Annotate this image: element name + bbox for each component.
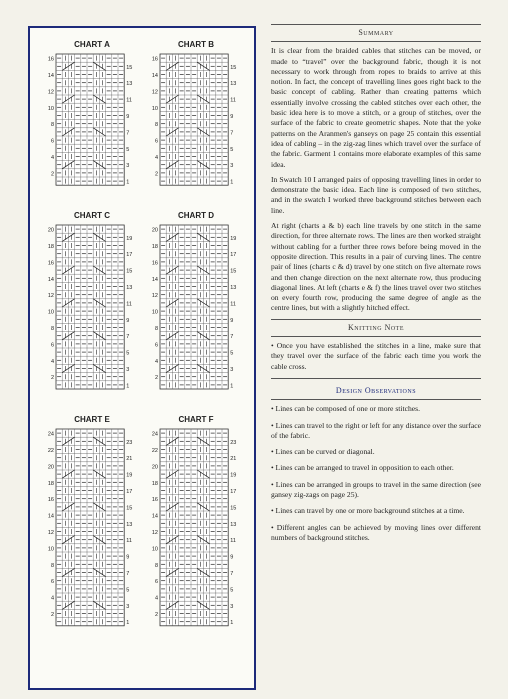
row-label-right: 15	[126, 505, 133, 512]
row-label-left: 4	[154, 595, 158, 602]
row-label-left: 16	[151, 56, 158, 63]
row-label-left: 8	[50, 122, 54, 129]
design-observations-heading: Design Observations	[271, 383, 481, 400]
row-label-left: 8	[50, 562, 54, 569]
list-item: • Lines can be composed of one or more stitches.	[271, 404, 421, 414]
design-observations-list	[271, 404, 481, 543]
row-label-right: 7	[126, 334, 130, 341]
row-label-left: 10	[151, 309, 158, 316]
row-label-right: 3	[230, 603, 234, 610]
row-label-right: 13	[126, 81, 133, 88]
row-label-right: 15	[230, 268, 237, 275]
row-label-right: 1	[126, 179, 130, 186]
row-label-right: 13	[230, 521, 237, 528]
row-label-left: 12	[151, 529, 158, 536]
row-label-left: 10	[47, 546, 54, 553]
row-label-left: 10	[151, 546, 158, 553]
row-label-left: 2	[50, 611, 54, 618]
row-label-left: 16	[151, 260, 158, 267]
row-label-left: 8	[154, 122, 158, 129]
row-label-left: 4	[154, 154, 158, 161]
row-label-right: 1	[230, 620, 234, 627]
chart-title: CHART B	[178, 40, 214, 49]
row-label-left: 4	[50, 358, 54, 365]
row-label-left: 14	[151, 513, 158, 520]
row-label-left: 20	[47, 227, 54, 234]
row-label-right: 11	[126, 97, 132, 104]
text-column	[271, 24, 481, 549]
row-label-left: 4	[50, 595, 54, 602]
row-label-left: 2	[50, 375, 54, 382]
row-label-right: 17	[230, 252, 237, 259]
row-label-right: 17	[230, 488, 237, 495]
row-label-left: 12	[47, 529, 54, 536]
row-label-left: 18	[151, 480, 158, 487]
row-label-right: 15	[230, 64, 237, 71]
list-item: • Different angles can be achieved by moving lines over different numbers of background stitches.	[271, 522, 481, 542]
chart-grid	[42, 52, 142, 212]
row-label-left: 10	[47, 105, 54, 112]
row-label-right: 5	[230, 350, 234, 357]
chart-panel	[28, 26, 256, 690]
row-label-left: 12	[47, 89, 54, 96]
row-label-right: 7	[230, 570, 234, 577]
row-label-right: 1	[126, 620, 130, 627]
chart-title: CHART A	[74, 40, 110, 49]
grid-lines	[160, 225, 228, 389]
row-label-right: 3	[230, 163, 234, 170]
row-label-left: 6	[50, 579, 54, 586]
knitting-note-text: • Once you have established the stitches in a line, make sure that they travel over the surface of the fabric each time you work the cable cross.	[271, 341, 481, 371]
knitting-note-heading: Knitting Note	[271, 319, 481, 337]
row-label-right: 3	[230, 366, 234, 373]
row-label-left: 10	[47, 309, 54, 316]
row-label-right: 7	[230, 130, 234, 137]
row-label-right: 23	[126, 439, 133, 446]
row-label-left: 8	[154, 325, 158, 332]
grid-lines	[56, 429, 124, 626]
row-label-left: 6	[50, 342, 54, 349]
row-label-left: 2	[50, 171, 54, 178]
row-label-right: 15	[126, 268, 133, 275]
row-label-right: 11	[126, 301, 132, 308]
row-label-left: 16	[47, 497, 54, 504]
grid-lines	[160, 54, 228, 185]
list-item: • Lines can be arranged in groups to travel in the same direction (see gansey zig-zags on page 25).	[271, 479, 481, 499]
row-label-left: 20	[151, 464, 158, 471]
row-label-left: 4	[154, 358, 158, 365]
row-label-right: 15	[126, 64, 133, 71]
row-label-left: 2	[154, 375, 158, 382]
row-label-right: 11	[230, 301, 236, 308]
row-label-right: 19	[230, 472, 237, 479]
chart-title: CHART C	[74, 211, 110, 220]
row-label-right: 9	[230, 554, 234, 561]
row-label-right: 9	[230, 317, 234, 324]
row-label-right: 21	[230, 456, 237, 463]
list-item: • Lines can be curved or diagonal.	[271, 447, 375, 457]
row-label-left: 8	[154, 562, 158, 569]
row-label-right: 1	[230, 179, 234, 186]
row-label-right: 17	[126, 488, 133, 495]
row-label-right: 1	[230, 383, 234, 390]
row-label-right: 11	[230, 97, 236, 104]
row-label-right: 19	[126, 235, 133, 242]
row-label-right: 11	[230, 538, 236, 545]
row-label-right: 9	[126, 113, 130, 120]
row-label-right: 5	[230, 587, 234, 594]
row-label-left: 6	[50, 138, 54, 145]
row-label-right: 3	[126, 366, 130, 373]
row-label-left: 24	[151, 431, 158, 438]
row-label-left: 14	[47, 72, 54, 79]
row-label-right: 13	[126, 284, 133, 291]
list-item: • Lines can be arranged to travel in opposition to each other.	[271, 463, 454, 473]
row-label-right: 5	[126, 587, 130, 594]
row-label-right: 7	[230, 334, 234, 341]
row-label-left: 6	[154, 138, 158, 145]
list-item: • Lines can travel by one or more background stitches at a time.	[271, 506, 465, 516]
row-label-right: 21	[126, 456, 133, 463]
row-label-left: 14	[151, 72, 158, 79]
row-label-left: 16	[47, 260, 54, 267]
chart-grid	[42, 427, 142, 637]
row-label-right: 9	[230, 113, 234, 120]
row-label-left: 20	[151, 227, 158, 234]
row-label-right: 9	[126, 554, 130, 561]
row-label-left: 6	[154, 579, 158, 586]
summary-heading: Summary	[271, 24, 481, 42]
row-label-left: 12	[151, 293, 158, 300]
row-label-left: 14	[47, 276, 54, 283]
row-label-left: 22	[151, 447, 158, 454]
row-label-left: 4	[50, 154, 54, 161]
summary-paragraph-3: At right (charts a & b) each line travels by one stitch in the same direction, for three alternate rows. The lines are then worked straight without cabling for a further three rows before being moved in the opposite direction. This results in a pair of curving lines. The centre pair of lines (charts c & d) travel by one stitch on five alternate rows and then change direction on the next alternate row, thus producing diagonal lines. At left (charts e & f) the lines travel over two stitches on every fourth row, producing the same degree of angle as the centre lines, but with a slightly hitched effect.	[271, 221, 481, 313]
knitting-note-box	[271, 341, 481, 379]
row-label-right: 9	[126, 317, 130, 324]
chart-grid	[42, 223, 142, 403]
row-label-left: 12	[47, 293, 54, 300]
row-label-right: 13	[126, 521, 133, 528]
row-label-left: 16	[47, 56, 54, 63]
summary-paragraph-1: It is clear from the braided cables that stitches can be moved, or made to “travel” over the background fabric, though it is not necessary to work through from ropes to braids to arrive at this notion. In fact, the concept of travelling lines goes right back to the basic concept of cabling. Rather than creating patterns which essentially involve crossing the cabled stitches over each other, the basic idea here is to move a stitch, or a group of stitches, over the surface of the fabric to create geometric shapes. Note that the yoke patterns on the Aranmen's ganseys on page 25 contain this essential idea of cabling – in the zig-zag lines which travel over the surface of the fabric. Garment 1 contains more elaborate examples of this same idea.	[271, 46, 481, 169]
row-label-left: 2	[154, 611, 158, 618]
row-label-right: 19	[230, 235, 237, 242]
row-label-right: 13	[230, 81, 237, 88]
row-label-right: 23	[230, 439, 237, 446]
chart-title: CHART F	[178, 415, 214, 424]
row-label-left: 10	[151, 105, 158, 112]
row-label-left: 2	[154, 171, 158, 178]
row-label-right: 3	[126, 163, 130, 170]
grid-lines	[160, 429, 228, 626]
row-label-left: 16	[151, 497, 158, 504]
row-label-left: 12	[151, 89, 158, 96]
chart-grid	[146, 223, 246, 403]
row-label-right: 7	[126, 570, 130, 577]
row-label-left: 14	[47, 513, 54, 520]
list-item: • Lines can travel to the right or left for any distance over the surface of the fabric.	[271, 420, 481, 440]
row-label-right: 7	[126, 130, 130, 137]
row-label-right: 15	[230, 505, 237, 512]
row-label-left: 22	[47, 447, 54, 454]
row-label-right: 5	[126, 350, 130, 357]
chart-grid	[146, 52, 246, 212]
row-label-right: 5	[126, 146, 130, 153]
row-label-right: 3	[126, 603, 130, 610]
row-label-right: 1	[126, 383, 130, 390]
chart-grid	[146, 427, 246, 637]
grid-lines	[56, 54, 124, 185]
chart-title: CHART D	[178, 211, 214, 220]
row-label-right: 11	[126, 538, 132, 545]
row-label-left: 6	[154, 342, 158, 349]
row-label-right: 5	[230, 146, 234, 153]
row-label-left: 24	[47, 431, 54, 438]
row-label-left: 20	[47, 464, 54, 471]
row-label-left: 18	[151, 243, 158, 250]
chart-title: CHART E	[74, 415, 110, 424]
row-label-right: 17	[126, 252, 133, 259]
row-label-left: 14	[151, 276, 158, 283]
row-label-left: 8	[50, 325, 54, 332]
grid-lines	[56, 225, 124, 389]
row-label-left: 18	[47, 480, 54, 487]
summary-paragraph-2: In Swatch 10 I arranged pairs of opposing travelling lines in order to demonstrate the basic idea. Each line is composed of two stitches, and in the swatch I worked three background stitches between each line.	[271, 174, 481, 215]
row-label-right: 13	[230, 284, 237, 291]
row-label-left: 18	[47, 243, 54, 250]
row-label-right: 19	[126, 472, 133, 479]
